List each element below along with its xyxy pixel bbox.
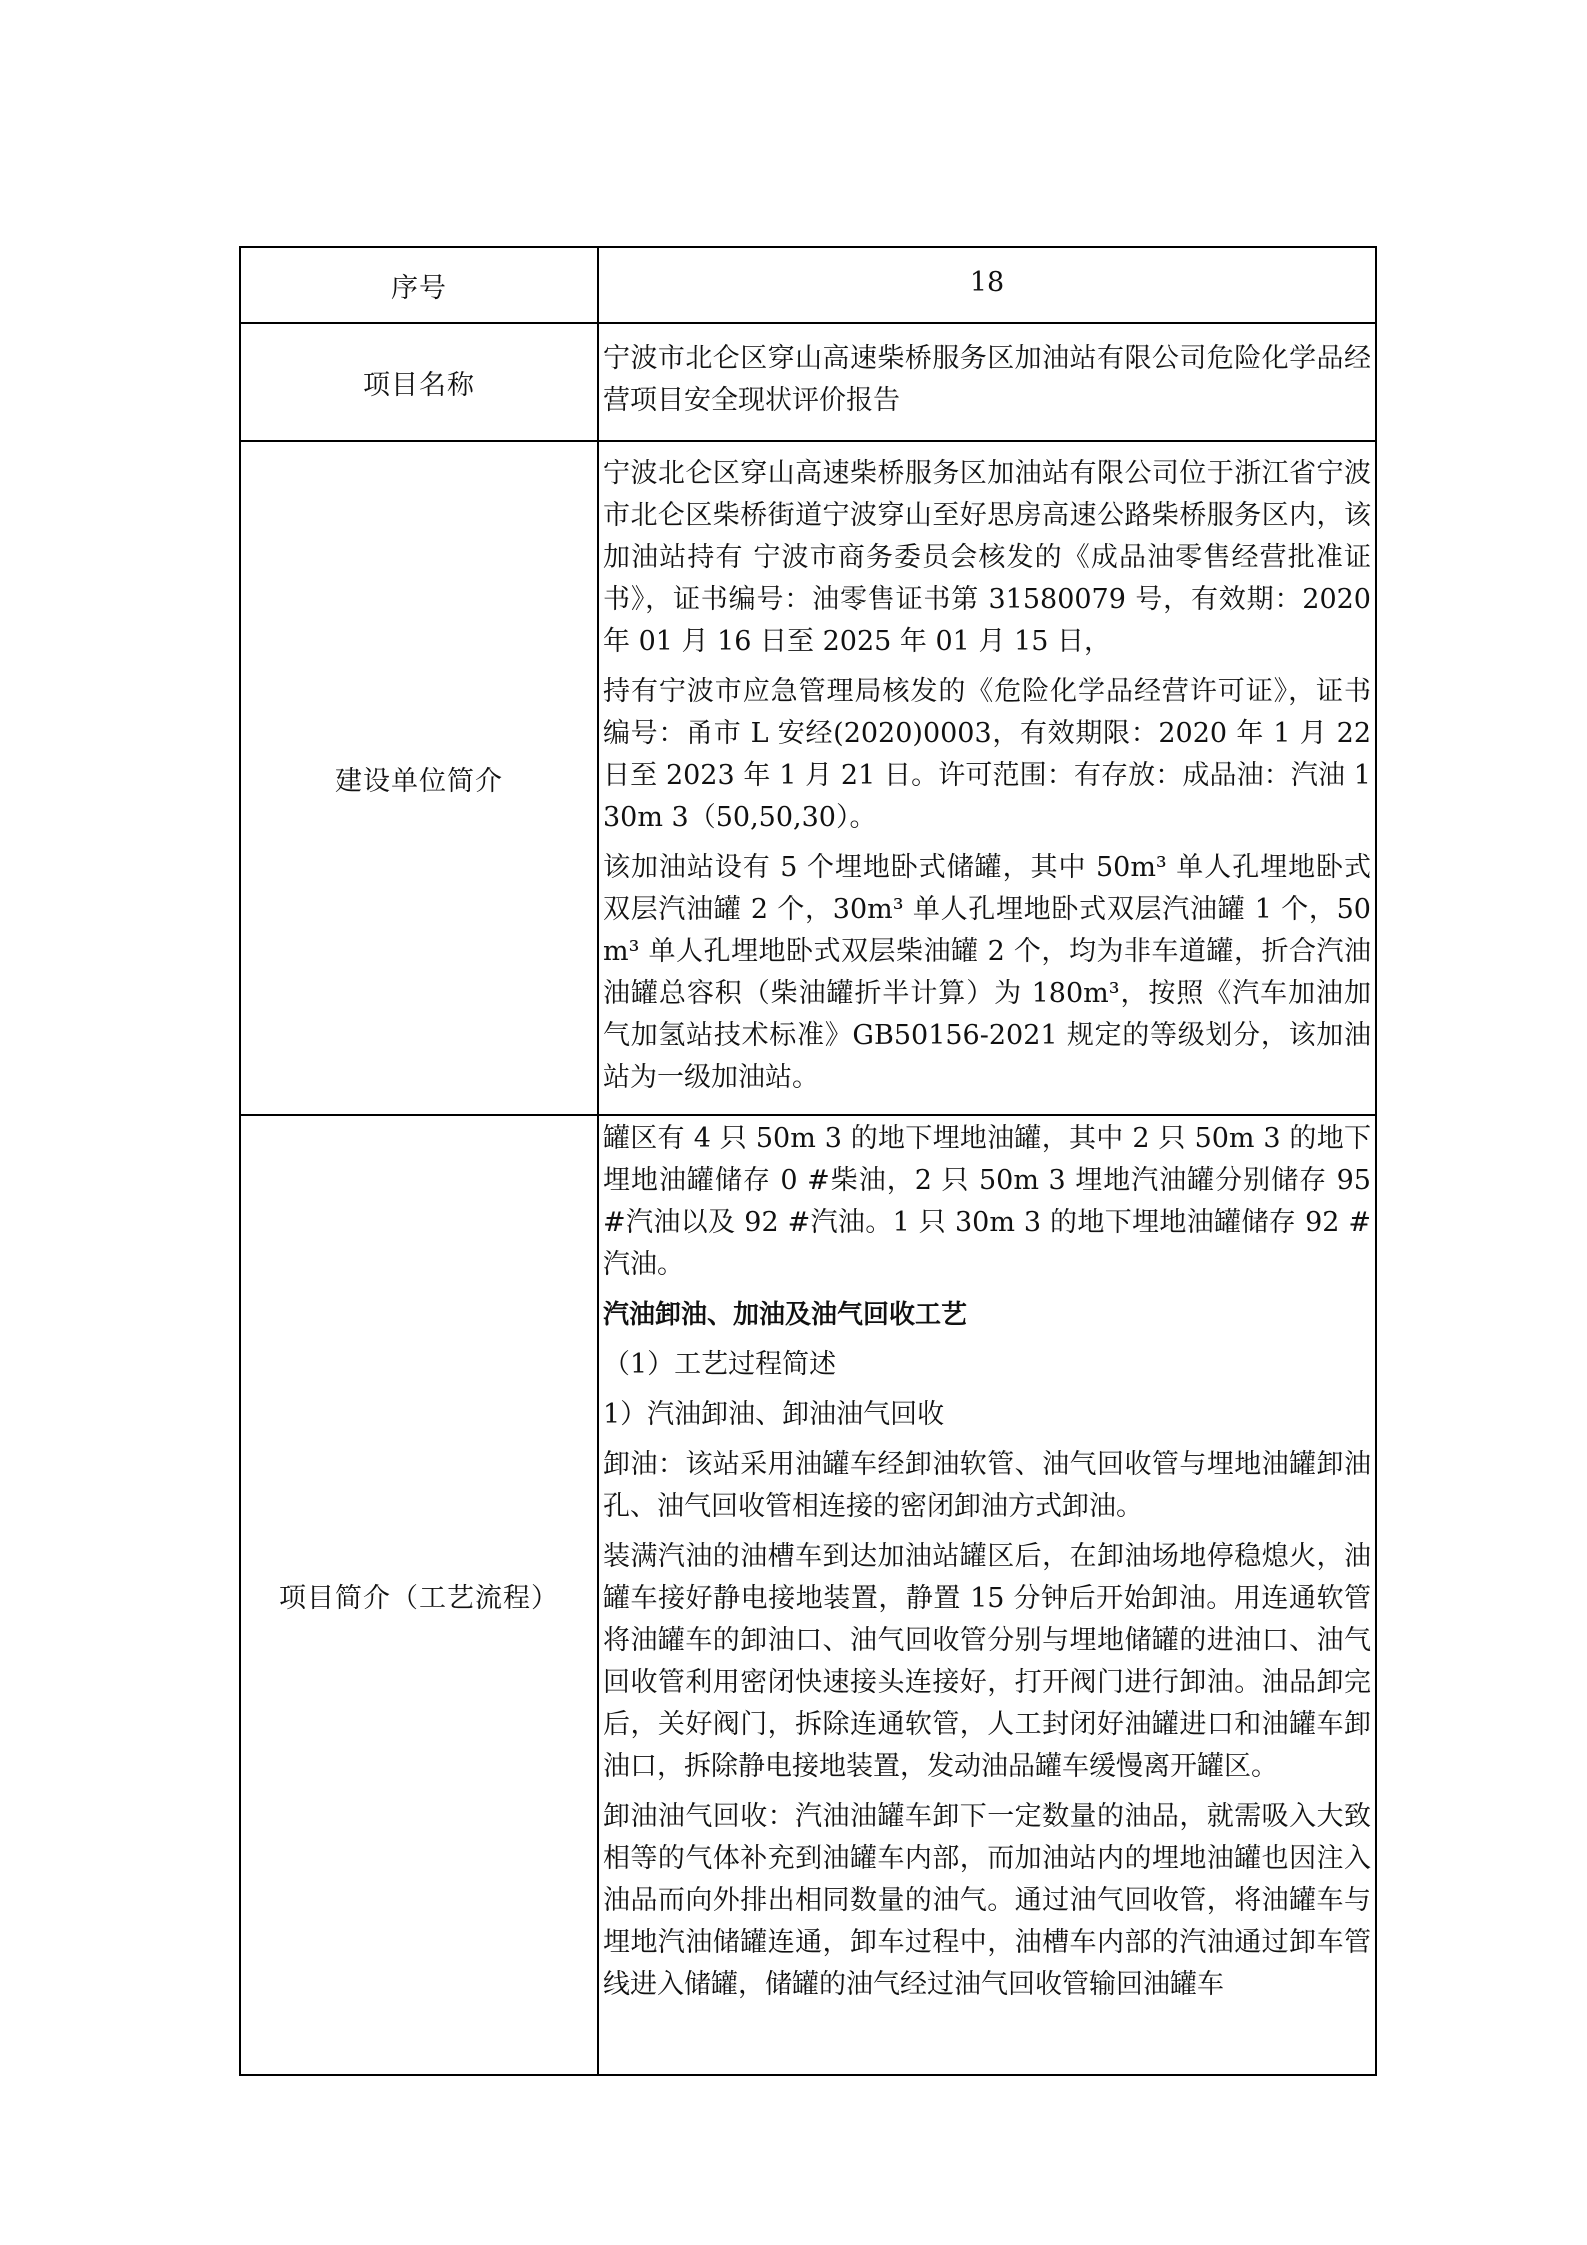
project-intro-paragraph: 卸油：该站采用油罐车经卸油软管、油气回收管与埋地油罐卸油孔、油气回收管相连接的密闭卸油方式卸油。 [603, 1449, 1371, 1522]
project-intro-paragraph: 装满汽油的油槽车到达加油站罐区后，在卸油场地停稳熄火，油罐车接好静电接地装置，静置 15 分钟后开始卸油。用连通软管将油罐车的卸油口、油气回收管分别与埋地储罐的进油口、油气回收管利用密闭快速接头连接好，打开阀门进行卸油。油品卸完后，关好阀门，拆除连通软管，人工封闭好油罐进口和油罐车卸油口，拆除静电接地装置，发动油品罐车缓慢离开罐区。 [603, 1541, 1371, 1782]
seq-label: 序号 [240, 247, 598, 323]
seq-value: 18 [598, 247, 1376, 323]
project-intro-label: 项目简介（工艺流程） [240, 1115, 598, 2075]
project-name-label: 项目名称 [240, 323, 598, 441]
project-name-value: 宁波市北仑区穿山高速柴桥服务区加油站有限公司危险化学品经营项目安全现状评价报告 [598, 323, 1376, 441]
unit-intro-paragraph: 宁波北仑区穿山高速柴桥服务区加油站有限公司位于浙江省宁波市北仑区柴桥街道宁波穿山至好思房高速公路柴桥服务区内，该加油站持有 宁波市商务委员会核发的《成品油零售经营批准证书》，证书编号：油零售证书第 31580079 号，有效期：2020 年 01 月 16 日至 2025 年 01 月 15 日， [603, 458, 1371, 657]
unit-intro-paragraph: 持有宁波市应急管理局核发的《危险化学品经营许可证》，证书编号：甬市 L 安经(2020)0003，有效期限：2020 年 1 月 22 日至 2023 年 1 月 21 日。许可范围：有存放：成品油：汽油 130m 3（50,50,30）。 [603, 676, 1371, 833]
unit-intro-label: 建设单位简介 [240, 441, 598, 1115]
table-row-project-name [240, 323, 1376, 441]
process-substep-title: 1）汽油卸油、卸油油气回收 [603, 1399, 945, 1430]
project-intro-value [598, 1115, 1376, 2075]
info-table [239, 246, 1377, 2076]
table-row-project-intro [240, 1115, 1376, 2075]
table-row-unit-intro [240, 441, 1376, 1115]
project-intro-paragraph: 罐区有 4 只 50m 3 的地下埋地油罐，其中 2 只 50m 3 的地下埋地油罐储存 0 #柴油，2 只 50m 3 埋地汽油罐分别储存 95 #汽油以及 92 #汽油。1 只 30m 3 的地下埋地油罐储存 92 #汽油。 [603, 1123, 1371, 1280]
table-row-seq [240, 247, 1376, 323]
process-heading: 汽油卸油、加油及油气回收工艺 [603, 1300, 968, 1330]
process-step-title: （1）工艺过程简述 [603, 1349, 837, 1380]
unit-intro-value [598, 441, 1376, 1115]
unit-intro-paragraph: 该加油站设有 5 个埋地卧式储罐，其中 50m³ 单人孔埋地卧式双层汽油罐 2 个，30m³ 单人孔埋地卧式双层汽油罐 1 个，50m³ 单人孔埋地卧式双层柴油罐 2 个，均为非车道罐，折合汽油油罐总容积（柴油罐折半计算）为 180m³，按照《汽车加油加气加氢站技术标准》GB50156-2021 规定的等级划分，该加油站为一级加油站。 [603, 852, 1371, 1093]
project-intro-paragraph: 卸油油气回收：汽油油罐车卸下一定数量的油品，就需吸入大致相等的气体补充到油罐车内部，而加油站内的埋地油罐也因注入油品而向外排出相同数量的油气。通过油气回收管，将油罐车与埋地汽油储罐连通，卸车过程中，油槽车内部的汽油通过卸车管线进入储罐，储罐的油气经过油气回收管输回油罐车 [603, 1801, 1371, 2000]
